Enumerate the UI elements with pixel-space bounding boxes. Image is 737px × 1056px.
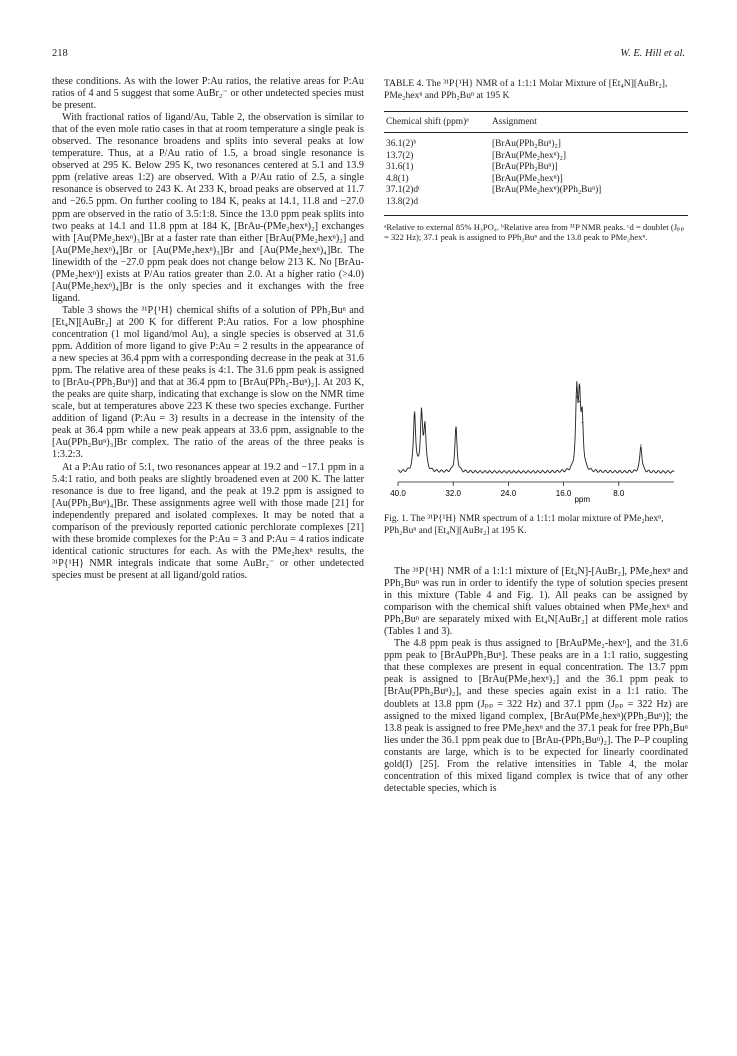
table-cell-assignment: [BrAu(PPh₂Buⁿ)] <box>492 162 558 173</box>
spectrum-peak-4 <box>576 396 577 397</box>
spectrum-peak-1 <box>421 414 422 415</box>
table-cell-shift: 37.1(2)dᶜ <box>386 185 421 196</box>
x-tick-label: 16.0 <box>555 489 572 498</box>
spectrum-peak-5 <box>579 401 580 402</box>
table-cell-shift: 13.7(2) <box>386 150 414 161</box>
page-number: 218 <box>52 48 68 59</box>
table-cell-assignment: [BrAu(PMe₂hexⁿ)] <box>492 173 563 184</box>
paragraph: At a P:Au ratio of 5:1, two resonances appear at 19.2 and −17.1 ppm in a 5.4:1 ratio, and both peaks are slightly broadened even at 200 K. The latter resonance is due to free ligand, and the peak at 19.2 ppm is assigned to [Au(PPh₂Buⁿ)₄]Br. These assignments agree well with those made [21] for independently prepared and isolated complexes. It may be noted that a comparison of the previously reported cationic perchlorate complexes [21] with these bromide complexes for the P:Au = 3 and P:Au = 4 ratios indicate identical cationic structures for each. As with the PMe₂hexⁿ results, the ³¹P{¹H} NMR integrals indicate that some AuBr₂⁻ or other undetected species must be present at all ligand/gold ratios. <box>52 461 364 581</box>
table-bottom-rule <box>384 215 688 216</box>
table-header-row <box>384 112 688 132</box>
spectrum-peak-7 <box>640 444 641 445</box>
paragraph: Table 3 shows the ³¹P{¹H} chemical shifts of a solution of PPh₂Buⁿ and [Et₄N][AuBr₂] at 200 K for different P:Au ratios. For a low phosphine concentration (1 mol ligand/mol Au), a single species is observed at 31.6 ppm. Addition of more ligand to give P:Au = 2 results in the appearance of a new species at 36.4 ppm with a corresponding decrease in the peak at 31.6 ppm. The relative area of these peaks is 4:1. The 31.6 ppm peak is assigned to [BrAu-(PPh₂Buⁿ)] and that at 36.4 ppm to [BrAu(PPh₂-Buⁿ)₂]. At 203 K, the peaks are quite sharp, indicating that exchange is slow on the NMR time scale, but at temperatures above 223 K these two species exchange. Further addition of ligand (P:Au = 3) results in a decrease in the intensity of the peak at 36.4 ppm while a new peak appears at 33.6 ppm, assignable to the [Au(PPh₂Buⁿ)₃]Br complex. The ratio of the areas of the three peaks is 1:3.2:3. <box>52 304 364 461</box>
table-4 <box>384 78 688 243</box>
paragraph: With fractional ratios of ligand/Au, Table 2, the observation is similar to that of the even mole ratio cases in that at room temperature a single peak is observed. The resonance broadens and splits into several peaks at low temperature. Thus, at a P/Au ratio of 1.5, a broad single resonance is observed at 295 K. Below 295 K, two resonances centered at 5.1 and 13.9 ppm (relative areas 1:2) are observed. With a P/Au ratio of 2.5, a single resonance is observed to 243 K. At 233 K, broad peaks are observed at 11.7 and −26.5 ppm. On further cooling to 184 K, peaks at 14.1, 11.8 and −27.0 ppm are observed in the ratio of 3.5:1:8. Since the 13.0 ppm peak splits into two peaks at 14.1 and 11.8 ppm at 184 K, [BrAu-(PMe₂hexⁿ)₂] exchanges with [Au(PMe₂hexⁿ)₃]Br at a faster rate than either [BrAu(PMe₂hexⁿ)₂] and [Au(PMe₂hexⁿ)₄]Br or [Au(PMe₂hexⁿ)₃]Br and [Au(PMe₂hexⁿ)₄]Br. The linewidth of the −27.0 ppm peak does not change below 213 K. No [BrAu-(PMe₂hexⁿ)] exists at P/Au ratios greater than 2.0. At a higher ratio (>4.0) [Au(PMe₂hexⁿ)₄]Br is the only species and it exchanges with the free ligand. <box>52 112 364 304</box>
table-cell-assignment <box>492 197 688 209</box>
table-header-shift: Chemical shift (ppm)ᵃ <box>386 117 469 127</box>
table-row <box>384 174 688 186</box>
spectrum-peak-2 <box>424 426 425 427</box>
spectrum-peak-3 <box>455 426 456 427</box>
table-row <box>384 197 688 209</box>
x-axis-label: ppm <box>574 495 591 504</box>
table-caption: TABLE 4. The ³¹P{¹H} NMR of a 1:1:1 Molar Mixture of [Et₄N][AuBr₂], PMe₂hexⁿ and PPh₂Buⁿ at 195 K <box>384 78 668 101</box>
table-cell-shift: 31.6(1) <box>386 162 414 173</box>
spectrum-peak-6 <box>582 422 583 423</box>
table-cell-shift: 36.1(2)ᵇ <box>386 139 417 149</box>
table-row <box>384 139 688 151</box>
table-cell-shift: 13.8(2)d <box>386 196 419 207</box>
table-row <box>384 162 688 174</box>
right-column <box>384 566 688 795</box>
table-cell-assignment: [BrAu(PMe₂hexⁿ)₂] <box>492 150 567 161</box>
paragraph: The ³¹P{¹H} NMR of a 1:1:1 mixture of [Et₄N]-[AuBr₂], PMe₂hexⁿ and PPh₂Buⁿ was run in order to identify the type of solution species present in this mixture (Table 4 and Fig. 1). All peaks can be assigned by comparison with the chemical shift values obtained when PMe₂hexⁿ and PPh₂Buⁿ are separately mixed with Et₄N[AuBr₂] at different mole ratios (Tables 1 and 3). <box>384 566 688 638</box>
paragraph: these conditions. As with the lower P:Au ratios, the relative areas for P:Au ratios of 4 and 5 suggest that some AuBr₂⁻ or other undetected species must be present. <box>52 76 364 112</box>
table-body <box>384 133 688 215</box>
table-header-assignment: Assignment <box>492 117 537 127</box>
spectrum-peak-0 <box>414 411 415 412</box>
table-cell-shift: 4.8(1) <box>386 173 409 184</box>
nmr-spectrum-figure <box>384 316 688 506</box>
paragraph: The 4.8 ppm peak is thus assigned to [BrAuPMe₂-hexⁿ], and the 31.6 ppm peak to [BrAuPPh₂Buⁿ]. These peaks are in a 1:1 ratio, suggesting that these complexes are present in equal concentration. The 13.7 ppm peak is assigned to [BrAu(PMe₂hexⁿ)₂] and the 36.1 ppm peak to [BrAu(PPh₂Buⁿ)₂], and these species again exist in a 1:1 ratio. The doublets at 13.8 ppm (Jₚₚ = 322 Hz) and 37.1 ppm (Jₚₚ = 322 Hz) are assigned to the mixed ligand complex, [BrAu(PMe₂hexⁿ)(PPh₂Buⁿ)]; the 13.8 peak is assigned to free PMe₂hexⁿ and the 37.1 peak for free PPh₂Buⁿ lies under the 36.1 ppm peak due to [BrAu-(PPh₂Buⁿ)₂]. The P–P coupling constants are large, which is to be expected for linearly coordinated gold(I) [25]. From the relative intensities in Table 4, the molar concentration of this mixed ligand complex is twice that of any other detectable species, which is <box>384 638 688 794</box>
x-tick-label: 24.0 <box>500 489 517 498</box>
table-row <box>384 185 688 197</box>
left-column <box>52 76 364 582</box>
table-footnote: ᵃRelative to external 85% H₃PO₄. ᵇRelative area from ³¹P NMR peaks. ᶜd = doublet (Jₚₚ = 322 Hz); 37.1 peak is assigned to PPh₂Buⁿ and the 13.8 peak to PMe₂hexⁿ. <box>384 221 685 243</box>
x-tick-label: 8.0 <box>613 489 625 498</box>
table-cell-assignment: [BrAu(PPh₂Buⁿ)₂] <box>492 139 561 149</box>
x-tick-label: 32.0 <box>445 489 461 498</box>
x-tick-label: 40.0 <box>390 489 406 498</box>
figure-caption: Fig. 1. The ³¹P{¹H} NMR spectrum of a 1:1:1 molar mixture of PMe₂hexⁿ, PPh₂Buⁿ and [Et₄N][AuBr₂] at 195 K. <box>384 514 664 536</box>
table-row <box>384 151 688 163</box>
table-cell-assignment: [BrAu(PMe₂hexⁿ)(PPh₂Buⁿ)] <box>492 185 602 196</box>
running-header-authors: W. E. Hill et al. <box>620 48 685 59</box>
spectrum-trace <box>398 381 674 473</box>
